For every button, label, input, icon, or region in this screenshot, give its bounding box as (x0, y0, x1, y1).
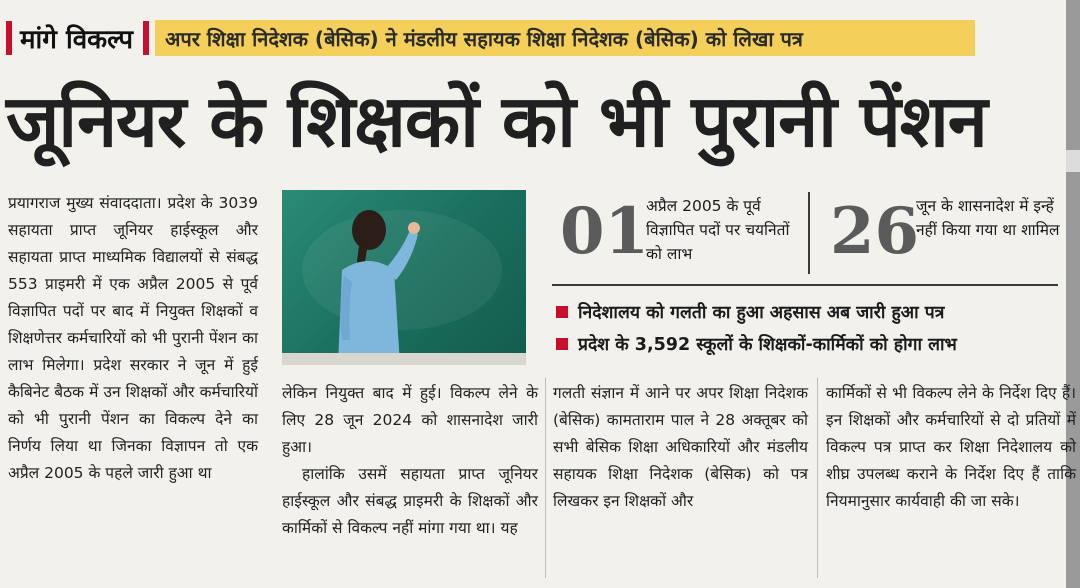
article-column-2 (282, 380, 538, 542)
strapline-text: अपर शिक्षा निदेशक (बेसिक) ने मंडलीय सहायक शिक्षा निदेशक (बेसिक) को लिखा पत्र (165, 26, 803, 51)
stats-rule (552, 284, 1058, 286)
article-column-3 (553, 380, 808, 515)
stat-text-2: जून के शासनादेश में इन्हें नहीं किया गया था शामिल (916, 197, 1060, 239)
bullet-square-icon (556, 338, 568, 350)
kicker-red-bar (6, 21, 12, 55)
stat-divider (808, 192, 810, 274)
column-2-para-1: लेकिन नियुक्त बाद में हुई। विकल्प लेने के लिए 28 जून 2024 को शासनादेश जारी हुआ। (282, 384, 538, 456)
stat-text-1: अप्रैल 2005 के पूर्व विज्ञापित पदों पर चयनितों को लाभ (646, 197, 790, 263)
strapline (155, 20, 975, 56)
bullet-item (556, 296, 1056, 328)
kicker-label: मांगे विकल्प (20, 25, 134, 55)
headline: जूनियर के शिक्षकों को भी पुरानी पेंशन (6, 79, 987, 163)
article-column-4 (826, 380, 1076, 515)
edge-notch (1066, 150, 1080, 172)
highlight-bullets (556, 296, 1056, 360)
bullet-square-icon (556, 306, 568, 318)
bullet-text: निदेशालय को गलती का हुआ अहसास अब जारी हुआ पत्र (578, 303, 945, 323)
teacher-photo (282, 190, 526, 365)
column-rule (545, 378, 546, 578)
bullet-text: प्रदेश के 3,592 स्कूलों के शिक्षकों-कार्मिकों को होगा लाभ (578, 335, 957, 355)
teacher-figure-illustration (282, 190, 526, 365)
stat-number-2: 26 (830, 194, 920, 269)
column-rule (817, 378, 818, 578)
bullet-item (556, 328, 1056, 360)
column-1-text: प्रयागराज मुख्य संवाददाता। प्रदेश के 3039 सहायता प्राप्त जूनियर हाईस्कूल और सहायता प्राप्त माध्यमिक विद्यालयों से संबद्ध 553 प्राइमरी में एक अप्रैल 2005 से पूर्व विज्ञापित पदों पर बाद में नियुक्त शिक्षकों व शिक्षणेत्तर कर्मचारियों को भी पुरानी पेंशन का लाभ मिलेगा। प्रदेश सरकार ने जून में हुई कैबिनेट बैठक में उन शिक्षकों और कर्मचारियों को भी पुरानी पेंशन का विकल्प देने का निर्णय लिया था जिनका विज्ञापन तो एक अप्रैल 2005 के पहले जारी हुआ था (8, 194, 258, 482)
column-3-text: गलती संज्ञान में आने पर अपर शिक्षा निदेशक (बेसिक) कामताराम पाल ने 28 अक्तूबर को सभी बेसिक शिक्षा अधिकारियों और मंडलीय सहायक शिक्षा निदेशक (बेसिक) को पत्र लिखकर इन शिक्षकों और (553, 384, 808, 510)
column-2-para-2: हालांकि उसमें सहायता प्राप्त जूनियर हाईस्कूल और संबद्ध प्राइमरी के शिक्षकों और कार्मिकों से विकल्प नहीं मांगा गया था। यह (282, 465, 538, 537)
stat-number-1: 01 (560, 194, 650, 269)
column-4-text: कार्मिकों से भी विकल्प लेने के निर्देश दिए हैं। इन शिक्षकों और कर्मचारियों से दो प्रतियों में विकल्प पत्र प्राप्त कर शिक्षा निदेशालय को शीघ्र उपलब्ध कराने के निर्देश दिए हैं ताकि नियमानुसार कार्यवाही की जा सके। (826, 384, 1076, 510)
top-band (0, 14, 1060, 62)
kicker-block (0, 19, 149, 57)
strap-red-bar (143, 21, 149, 55)
board-frame (282, 353, 526, 365)
article-column-1 (8, 190, 258, 487)
